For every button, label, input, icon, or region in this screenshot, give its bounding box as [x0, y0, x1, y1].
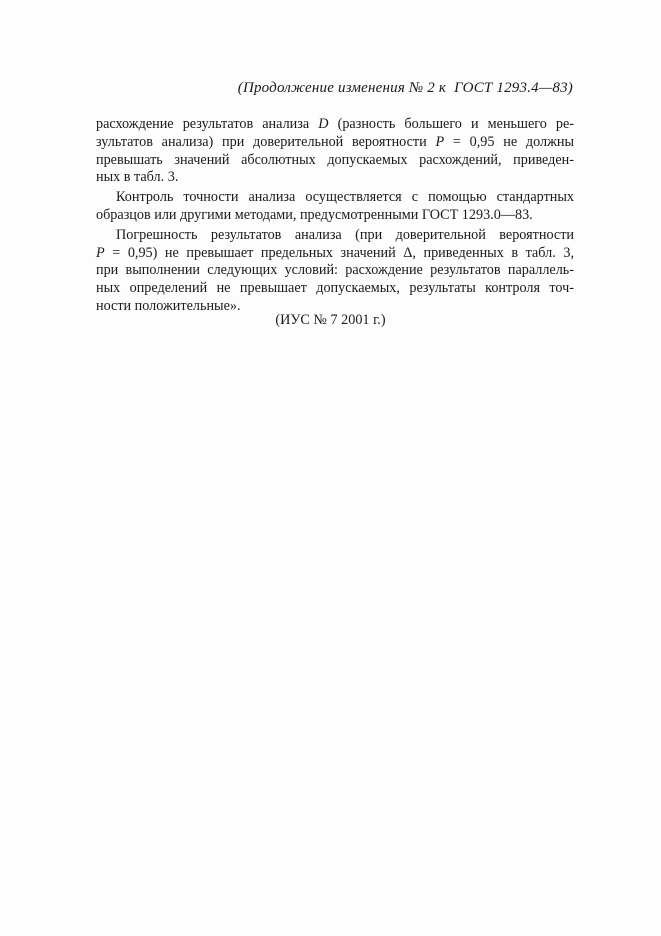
- source-note: (ИУС № 7 2001 г.): [275, 312, 386, 328]
- text-fragment: = 0,95 не должны: [452, 133, 574, 150]
- header-gost-reference: ГОСТ 1293.4—83): [454, 80, 573, 96]
- paragraph-2-line-1: Контроль точности анализа осуществляется с помощью стандартных: [116, 189, 574, 206]
- paragraph-1-line-3: превышать значений абсолютных допускаемых расхождений, приведен-: [96, 151, 574, 168]
- symbol-p: P: [435, 133, 445, 150]
- paragraph-1-line-2: [96, 134, 574, 152]
- page-header: [238, 80, 573, 97]
- paragraph-3-line-1: Погрешность результатов анализа (при доверительной вероятности: [116, 226, 574, 243]
- text-fragment: (разность большего и меньшего ре-: [337, 116, 575, 132]
- header-continuation: (Продолжение изменения № 2 к: [237, 80, 447, 96]
- paragraph-1-line-1: [96, 116, 574, 134]
- paragraph-1: [96, 116, 574, 187]
- paragraph-2: [96, 189, 574, 225]
- text-fragment: = 0,95) не превышает предельных значений Δ, приведенных в табл. 3,: [112, 244, 574, 261]
- paragraph-1-line-4: ных в табл. 3.: [96, 169, 179, 186]
- text-fragment: зультатов анализа) при доверительной вероятности: [96, 133, 427, 150]
- paragraph-3-line-5: ности положительные».: [96, 297, 241, 314]
- text-fragment: расхождение результатов анализа: [96, 116, 310, 132]
- paragraph-3-line-2: [96, 245, 574, 263]
- paragraph-2-line-2: образцов или другими методами, предусмотренными ГОСТ 1293.0—83.: [96, 206, 533, 223]
- symbol-p: P: [96, 244, 105, 261]
- body-text: [96, 116, 574, 316]
- paragraph-3-line-3: при выполнении следующих условий: расхождение результатов параллель-: [96, 262, 574, 279]
- paragraph-3: [96, 227, 574, 316]
- paragraph-3-line-4: ных определений не превышает допускаемых, результаты контроля точ-: [96, 280, 574, 297]
- symbol-d: D: [318, 116, 329, 132]
